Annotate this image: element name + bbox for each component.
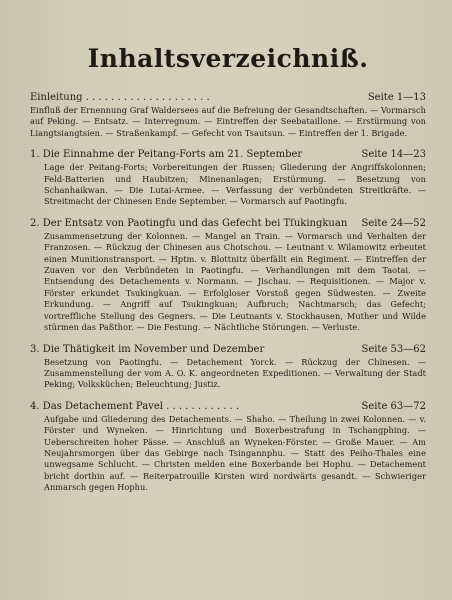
toc-entry-chapter-2 xyxy=(30,218,426,334)
entry-heading xyxy=(30,344,426,356)
entry-page-range: Seite 14—23 xyxy=(361,149,426,161)
entry-label: 2. Der Entsatz von Paotingfu und das Gefecht bei Tſukingkuan xyxy=(30,217,348,229)
entry-summary: Aufgabe und Gliederung des Detachements. — Shaho. — Theilung in zwei Kolonnen. — v. Förster und Wyneken. — Hinrichtung und Boxerbestrafung in Tschangphing. — Ueberschreiten hoher Pässe. — Anschluß an Wyneken-Förster. — Große Mauer. — Am Neujahrsmorgen über das Gebirge nach Tsingannphu. — Statt des Peiho-Thales eine unwegsame Schlucht. — Christen melden eine Boxerbande bei Hophu. — Detachement bricht dorthin auf. — Reiterpatrouille Kirsten wird nordwärts gesandt. — Schwieriger Anmarsch gegen Hophu. xyxy=(44,413,426,493)
entry-heading xyxy=(30,218,426,230)
entry-label: 1. Die Einnahme der Peitang-Forts am 21. September xyxy=(30,149,303,161)
entry-heading xyxy=(30,149,426,161)
entry-page-range: Seite 1—13 xyxy=(367,92,426,103)
toc-entry-chapter-4 xyxy=(30,401,426,494)
entry-page-range: Seite 24—52 xyxy=(361,217,426,229)
entry-label: 4. Das Detachement Pavel . . . . . . . . . . . . xyxy=(30,400,240,412)
entry-summary: Zusammensetzung der Kolonnen. — Mangel an Train. — Vormarsch und Verhalten der Franzosen. — Rückzug der Chinesen aus Chotschou. — Leutnant v. Wilamowitz erbeutet einen Munitionstransport. — Hptm. v. Blottnitz überfällt ein Regiment. — Eintreffen der Zuaven vor den Verbündeten in Paotingfu. — Verhandlungen mit dem Taotai. — Entsendung des Detachements v. Normann. — Jischau. — Requisitionen. — Major v. Förster erkundet Tsukingkuan. — Erfolgloser Vorstoß gegen Südwesten. — Zweite Erkundung. — Angriff auf Tsukingkuan; Aufbruch; Nachtmarsch; das Gefecht; vortreffliche Stellung des Gegners. — Die Leutnants v. Stockhausen, Muther und Wilde stürmen das Paßthor. — Die Festung. — Nächtliche Störungen. — Verluste. xyxy=(44,230,426,333)
entry-page-range: Seite 63—72 xyxy=(361,400,426,412)
toc-entry-chapter-3 xyxy=(30,344,426,391)
entry-label: 3. Die Thätigkeit im November und Dezember xyxy=(30,343,265,355)
toc-entry-chapter-1 xyxy=(30,149,426,208)
entry-label: Einleitung . . . . . . . . . . . . . . . . . . . . xyxy=(30,92,210,103)
page-title: Inhaltsverzeichniß. xyxy=(87,44,369,73)
entry-heading xyxy=(30,92,426,104)
entry-summary: Besetzung von Paotingfu. — Detachement Yorck. — Rückzug der Chinesen. — Zusammenstellung der vom A. O. K. angeordneten Expeditionen. — Verwaltung der Stadt Peking; Volksküchen; Beleuchtung; Justiz. xyxy=(44,356,426,390)
entry-page-range: Seite 53—62 xyxy=(361,343,426,355)
entry-summary: Einfluß der Ernennung Graf Waldersees auf die Befreiung der Gesandtschaften. — Vormarsch auf Peking. — Entsatz. — Interregnum. — Eintreffen der Seebataillone. — Erstürmung von Liangtsiangtsien. — Straßenkampf. — Gefecht von Tsautsun. — Eintreffen der 1. Brigade. xyxy=(30,105,426,138)
toc-entry-introduction xyxy=(30,92,426,139)
entry-heading xyxy=(30,401,426,413)
entry-summary: Lage der Peitang-Forts; Vorbereitungen der Russen; Gliederung der Angriffskolonnen; Feld-Batterien und Haubitzen; Minenanlagen; Erstürmung. — Besetzung von Schanhaikwan. — Die Lutai-Armee. — Verfassung der verbündeten Streitkräfte. — Streitmacht der Chinesen Ende September. — Vormarsch auf Paotingfu. xyxy=(44,162,426,207)
